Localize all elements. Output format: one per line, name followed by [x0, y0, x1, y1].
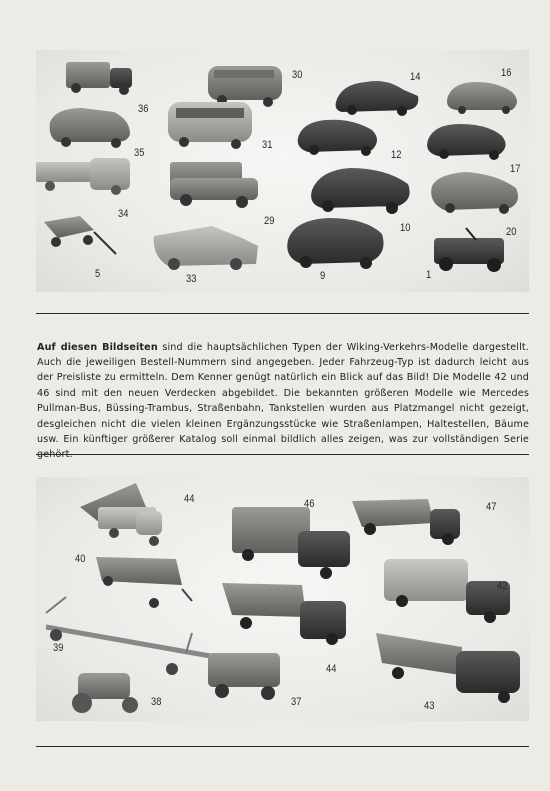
bottom-photo-models: [36, 477, 529, 721]
model-29-pickup: [170, 162, 258, 208]
model-36-van: [66, 62, 132, 95]
model-12-car: [298, 120, 377, 156]
label-9: 9: [320, 270, 326, 282]
model-42-covered-truck: [384, 559, 510, 623]
model-30-bus: [208, 66, 282, 107]
model-34-truck: [36, 158, 130, 195]
label-20: 20: [506, 226, 517, 238]
model-10-car: [311, 168, 410, 214]
label-14: 14: [410, 71, 421, 83]
label-46: 46: [304, 498, 315, 510]
label-30: 30: [292, 69, 303, 81]
model-17-car: [427, 124, 505, 160]
model-46-covered-truck: [232, 507, 350, 579]
rule-bottom: [36, 746, 529, 747]
label-31: 31: [262, 139, 273, 151]
model-1-jeep: [434, 228, 504, 272]
label-16: 16: [501, 67, 512, 79]
label-34: 34: [118, 208, 129, 220]
model-44-tipper: [80, 483, 162, 546]
label-43: 43: [424, 700, 435, 712]
caption-paragraph: [37, 340, 529, 463]
bottom-photo-vehicles: [36, 477, 529, 721]
caption-lead: Auf diesen Bildseiten: [37, 341, 158, 353]
model-20-car: [431, 172, 518, 214]
top-photo-models: [36, 50, 529, 292]
caption-body: sind die hauptsächlichen Typen der Wiking-Verkehrs-Modelle dargestellt. Auch die jeweiligen Bestell-Nummern sind angegeben. Jeder Fahrzeug-Typ ist dadurch leicht aus der Preisliste zu ermitteln. Dem Kenner genügt natürlich ein Blick auf das Bild! Die Modelle 42 und 46 sind mit den neuen Verdecken abgebildet. Die bekannten größeren Modelle wie Mercedes Pullman-Bus, Büssing-Trambus, Straßenbahn, Tankstellen wurden aus Platzmangel nicht gezeigt, desgleichen nicht die vielen kleinen Ergänzungsstücke wie Straßenlampen, Haltestellen, Bäume usw. Ein künftiger größerer Katalog soll einmal bildlich alles zeigen, was zur vollständigen Serie gehört.: [37, 341, 529, 461]
rule-top: [36, 313, 529, 314]
model-37-unimog: [208, 653, 280, 700]
model-33-pickup: [154, 226, 258, 270]
top-photo-vehicles: [36, 50, 529, 292]
label-42: 42: [497, 580, 508, 592]
label-36: 36: [138, 103, 149, 115]
label-17: 17: [510, 163, 521, 175]
model-16-car: [447, 82, 517, 114]
label-10: 10: [400, 222, 411, 234]
label-44-top: 44: [184, 493, 195, 505]
label-37: 37: [291, 696, 302, 708]
model-5-trailer: [44, 216, 116, 254]
model-31-bus: [168, 102, 252, 149]
label-33: 33: [186, 273, 197, 285]
label-39: 39: [53, 642, 64, 654]
rule-middle: [36, 454, 529, 455]
model-35-car: [50, 108, 130, 148]
label-1: 1: [426, 269, 432, 281]
label-12: 12: [391, 149, 402, 161]
label-40: 40: [75, 553, 86, 565]
model-38-tractor: [72, 673, 138, 713]
label-38: 38: [151, 696, 162, 708]
label-44-bottom: 44: [326, 663, 337, 675]
label-47: 47: [486, 501, 497, 513]
label-35: 35: [134, 147, 145, 159]
model-14-car: [336, 81, 419, 116]
model-40-trailer: [96, 557, 192, 608]
model-43-truck: [376, 633, 520, 703]
model-39-timber-trailer: [46, 597, 216, 675]
model-47-flatbed: [352, 499, 460, 545]
model-9-car: [287, 218, 383, 269]
label-29: 29: [264, 215, 275, 227]
label-5: 5: [95, 268, 101, 280]
model-44-truck: [222, 583, 346, 645]
